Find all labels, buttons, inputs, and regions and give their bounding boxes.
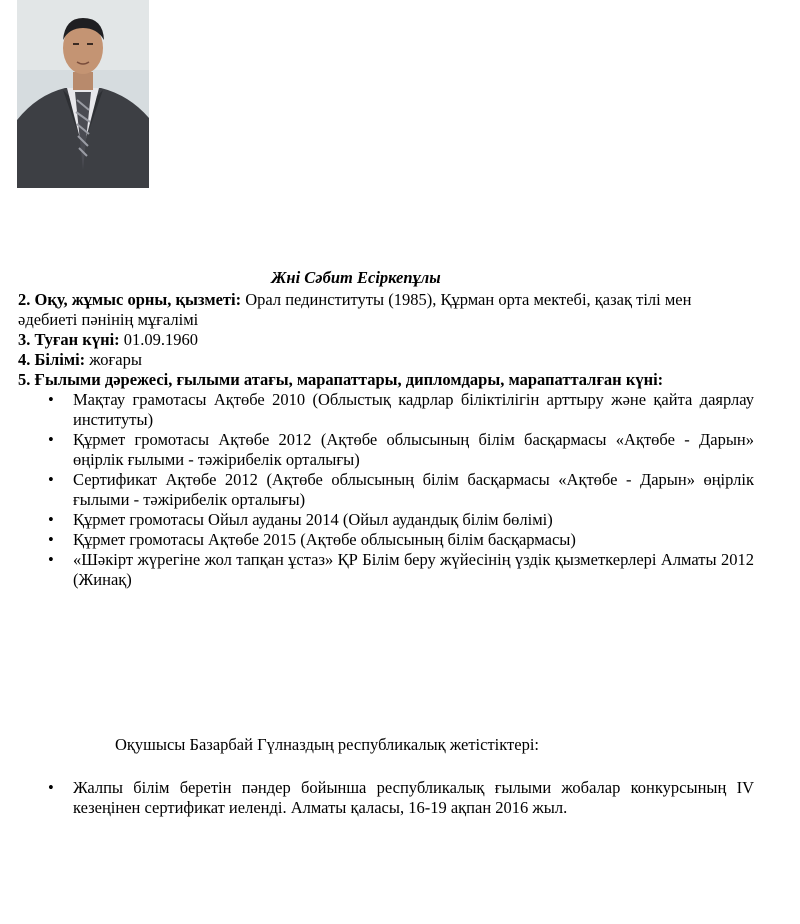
workplace-value: Орал пединституты (1985), Құрман орта мектебі, қазақ тілі мен әдебиеті пәнінің мұғалімі — [18, 290, 692, 329]
list-item: • Мақтау грамотасы Ақтөбе 2010 (Облыстық кадрлар біліктілігін арттыру және қайта даярлау институты) — [73, 390, 754, 430]
education-label: 4. Білімі: — [18, 350, 86, 369]
student-achievements-heading: Оқушысы Базарбай Гүлназдың республикалық жетістіктері: — [115, 735, 539, 754]
list-item: • «Шәкірт жүрегіне жол тапқан ұстаз» ҚР Білім беру жүйесінің үздік қызметкерлері Алматы 2012 (Жинақ) — [73, 550, 754, 590]
birthdate-label: 3. Туған күні: — [18, 330, 120, 349]
list-item: • Сертификат Ақтөбе 2012 (Ақтөбе облысының білім басқармасы «Ақтөбе - Дарын» өңірлік ғылыми - тәжірибелік орталығы) — [73, 470, 754, 510]
birthdate-value: 01.09.1960 — [119, 330, 199, 349]
list-item: • Құрмет громотасы Ақтөбе 2012 (Ақтөбе облысының білім басқармасы «Ақтөбе - Дарын» өңірлік ғылыми - тәжірибелік орталығы) — [73, 430, 754, 470]
list-item: • Құрмет громотасы Ақтөбе 2015 (Ақтөбе облысының білім басқармасы) — [73, 530, 754, 550]
education-line — [18, 350, 754, 370]
workplace-label: 2. Оқу, жұмыс орны, қызметі: — [18, 290, 242, 309]
education-value: жоғары — [85, 350, 142, 369]
birthdate-line — [18, 330, 754, 350]
awards-label: 5. Ғылыми дәрежесі, ғылыми атағы, марапаттары, дипломдары, марапатталған күні: — [18, 370, 664, 389]
awards-heading — [18, 370, 754, 390]
awards-list — [18, 390, 754, 590]
list-item: • Құрмет громотасы Ойыл ауданы 2014 (Ойыл аудандық білім бөлімі) — [73, 510, 754, 530]
portrait-photo — [17, 0, 149, 188]
student-achievements-list — [73, 778, 754, 818]
workplace-line — [18, 290, 754, 330]
person-name: Жні Сәбит Есіркепұлы — [271, 268, 441, 287]
list-item: • Жалпы білім беретін пәндер бойынша республикалық ғылыми жобалар конкурсының IV кезеңінен сертификат иеленді. Алматы қаласы, 16-19 ақпан 2016 жыл. — [73, 778, 754, 818]
profile-details — [18, 290, 754, 590]
